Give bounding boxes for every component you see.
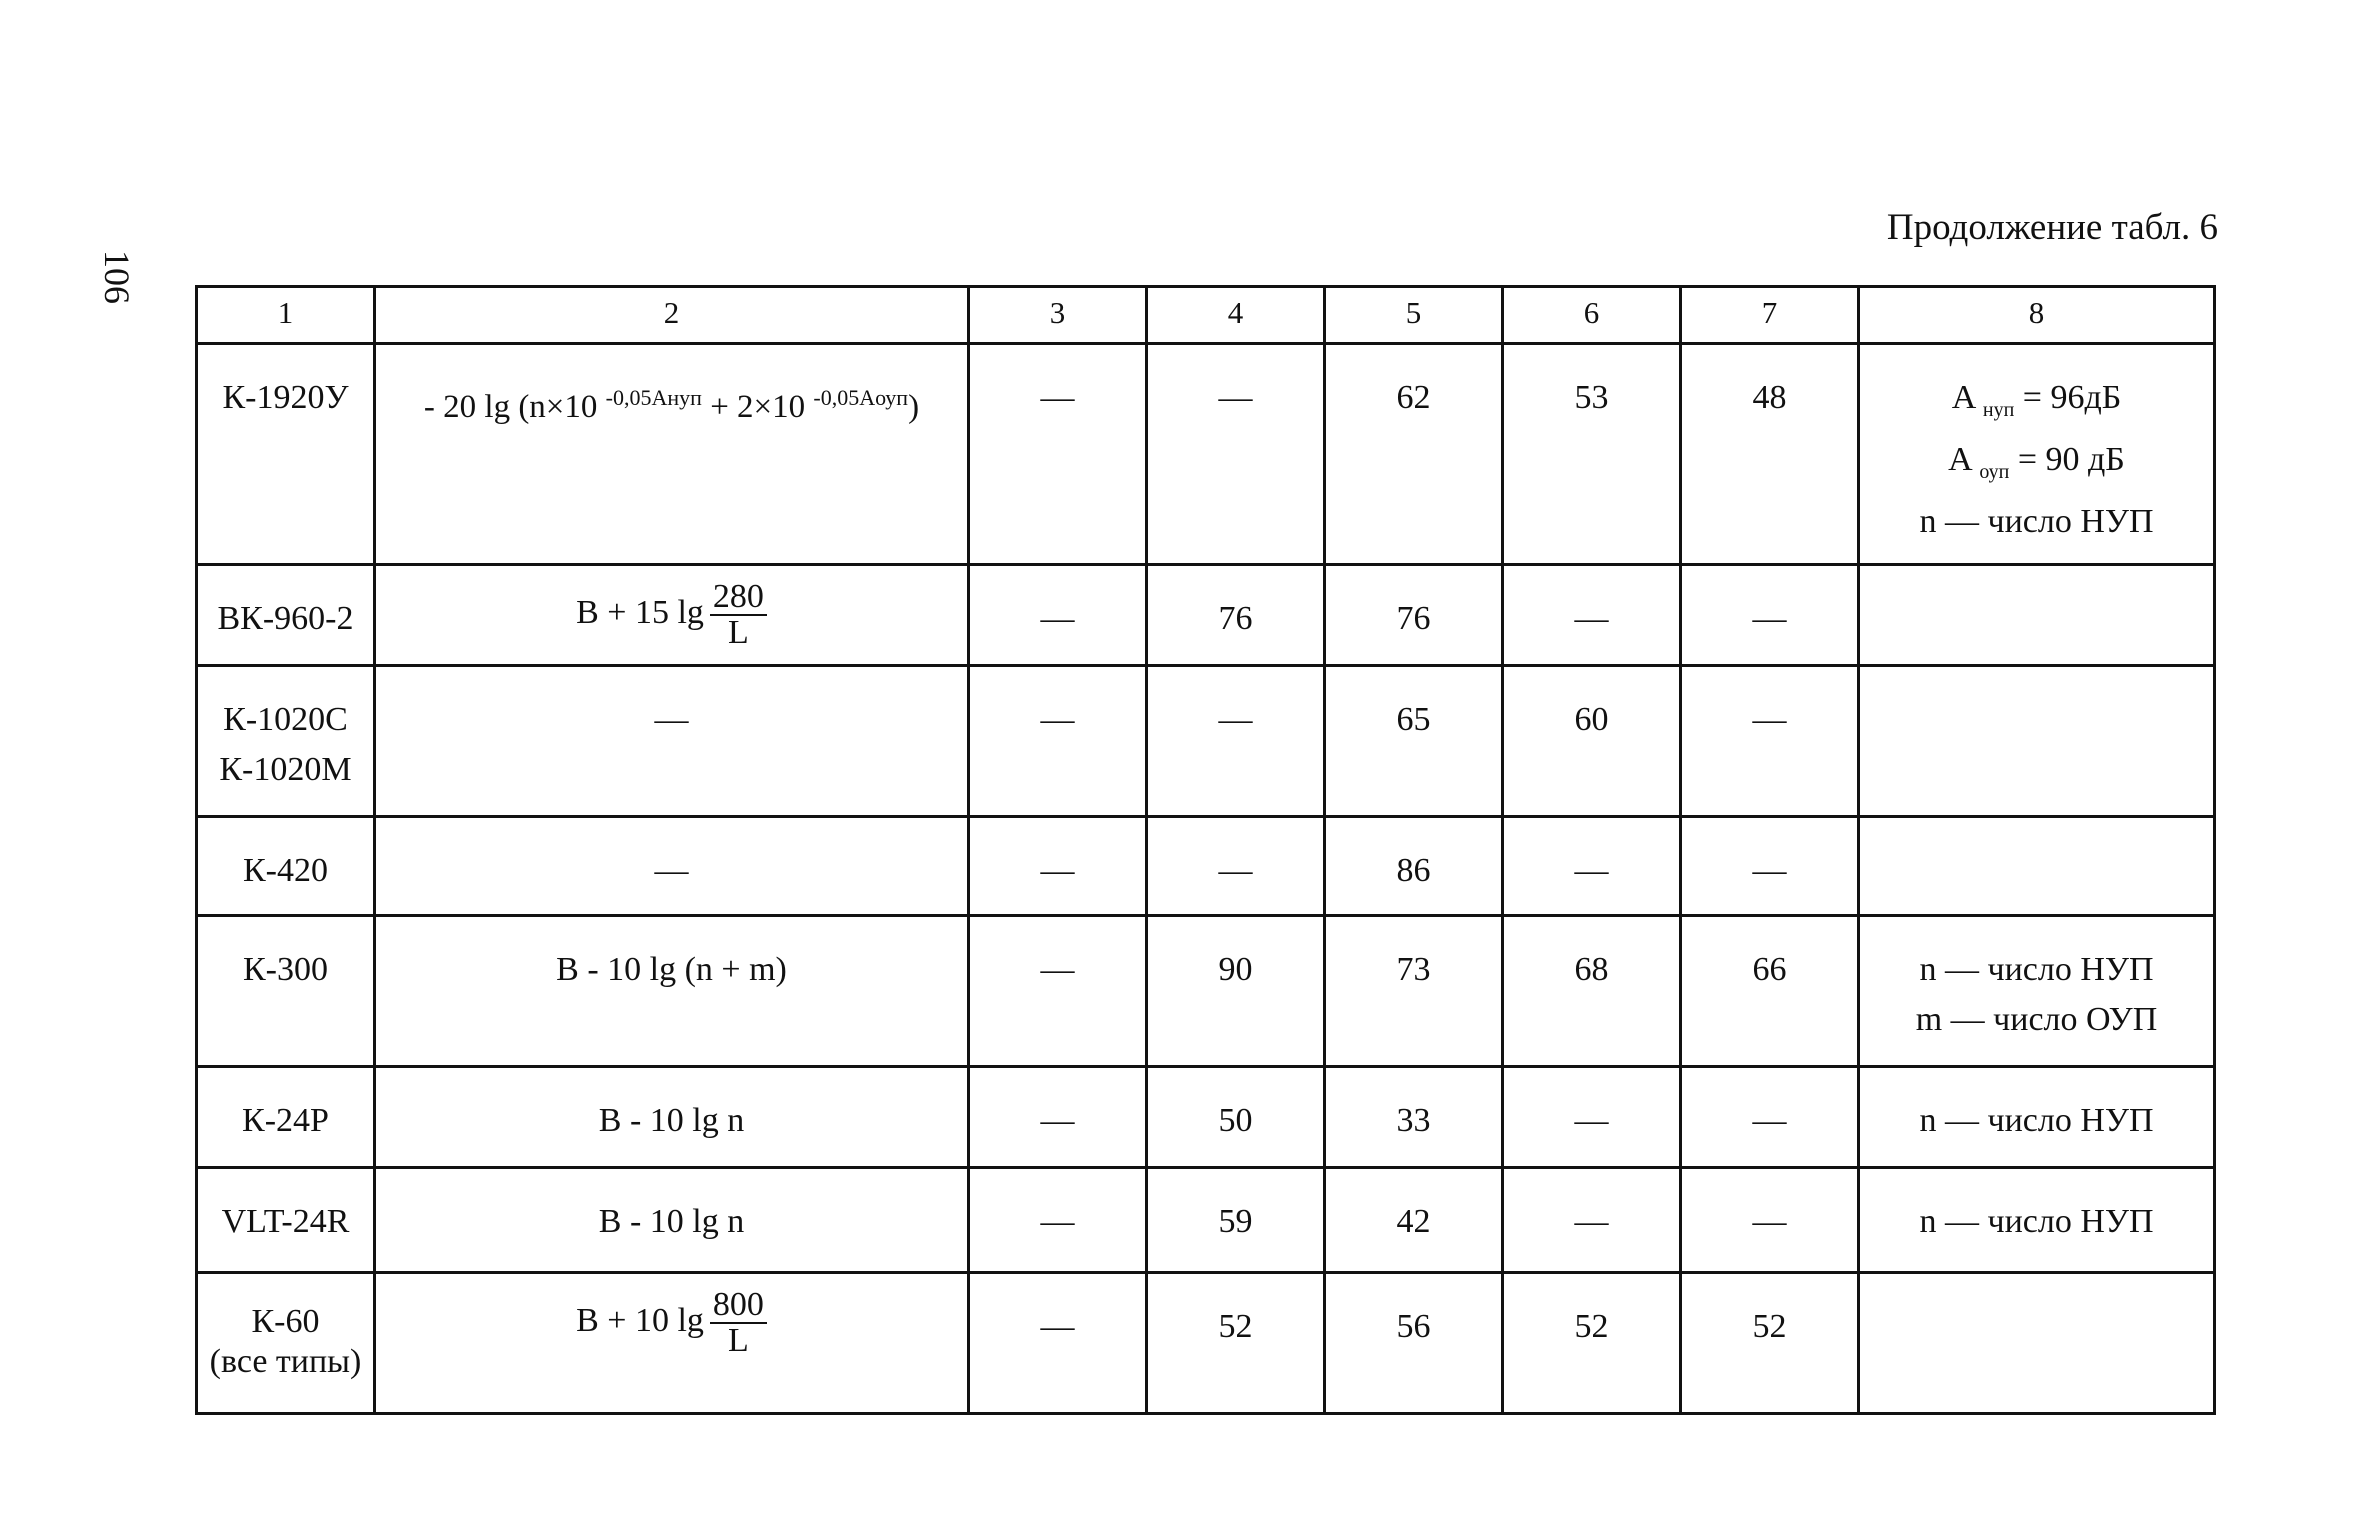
value-cell: — bbox=[1503, 817, 1681, 916]
system-cell: ВК-960-2 bbox=[197, 565, 375, 666]
formula-cell bbox=[375, 1273, 969, 1414]
note-text: A bbox=[1948, 440, 1971, 478]
value-cell: 42 bbox=[1325, 1168, 1503, 1273]
value-cell: — bbox=[969, 916, 1147, 1067]
value-cell: — bbox=[1503, 1067, 1681, 1168]
formula-text: ) bbox=[908, 389, 920, 425]
value-cell: 62 bbox=[1325, 344, 1503, 565]
system-line: К-1020М bbox=[219, 751, 352, 788]
note-cell bbox=[1859, 666, 2215, 817]
value-cell: 56 bbox=[1325, 1273, 1503, 1414]
formula-cell bbox=[375, 565, 969, 666]
system-cell: К-24Р bbox=[197, 1067, 375, 1168]
formula-exponent: -0,05Aнуп bbox=[605, 385, 702, 410]
table-row bbox=[197, 817, 2215, 916]
system-line: (все типы) bbox=[209, 1343, 362, 1380]
table-row bbox=[197, 344, 2215, 565]
system-cell: VLT-24R bbox=[197, 1168, 375, 1273]
note-cell bbox=[1859, 1273, 2215, 1414]
value-cell: — bbox=[1681, 817, 1859, 916]
fraction-denominator: L bbox=[728, 614, 749, 651]
page-number: 106 bbox=[97, 250, 137, 304]
system-cell: К-300 bbox=[197, 916, 375, 1067]
value-cell: 60 bbox=[1503, 666, 1681, 817]
value-cell: — bbox=[1681, 565, 1859, 666]
note-line bbox=[1860, 373, 2213, 435]
formula-text: + 2×10 bbox=[701, 389, 806, 425]
formula-cell: B - 10 lg n bbox=[375, 1067, 969, 1168]
header-cell: 7 bbox=[1681, 287, 1859, 344]
note-line: n — число НУП bbox=[1919, 951, 2154, 988]
fraction-numerator: 800 bbox=[710, 1288, 767, 1324]
value-cell: 76 bbox=[1147, 565, 1325, 666]
value-cell: — bbox=[969, 565, 1147, 666]
note-cell bbox=[1859, 817, 2215, 916]
value-cell: — bbox=[969, 1273, 1147, 1414]
note-cell bbox=[1859, 344, 2215, 565]
value-cell: — bbox=[969, 1168, 1147, 1273]
formula-text: B + 15 lg bbox=[576, 593, 704, 631]
note-line bbox=[1860, 435, 2213, 497]
note-text: = 96дБ bbox=[2022, 379, 2122, 416]
table-row bbox=[197, 1067, 2215, 1168]
value-cell: — bbox=[1681, 1067, 1859, 1168]
note-subscript: оуп bbox=[1979, 460, 2010, 483]
value-cell: 68 bbox=[1503, 916, 1681, 1067]
note-cell: n — число НУП bbox=[1859, 1168, 2215, 1273]
fraction-denominator: L bbox=[728, 1322, 749, 1359]
value-cell: 65 bbox=[1325, 666, 1503, 817]
note-text: = 90 дБ bbox=[2017, 440, 2125, 478]
header-cell: 6 bbox=[1503, 287, 1681, 344]
header-cell: 8 bbox=[1859, 287, 2215, 344]
value-cell: 52 bbox=[1503, 1273, 1681, 1414]
value-cell: — bbox=[1681, 1168, 1859, 1273]
formula-text: B + 10 lg bbox=[576, 1301, 704, 1339]
system-line: К-1020С bbox=[223, 701, 348, 738]
table-caption: Продолжение табл. 6 bbox=[1886, 207, 2218, 248]
value-cell: 86 bbox=[1325, 817, 1503, 916]
value-cell: — bbox=[1147, 666, 1325, 817]
header-cell: 2 bbox=[375, 287, 969, 344]
note-line: n — число НУП bbox=[1919, 502, 2154, 540]
note-line: m — число ОУП bbox=[1915, 1001, 2158, 1038]
table-row bbox=[197, 1168, 2215, 1273]
value-cell: 52 bbox=[1147, 1273, 1325, 1414]
value-cell: 48 bbox=[1681, 344, 1859, 565]
fraction-numerator: 280 bbox=[710, 580, 767, 616]
value-cell: — bbox=[969, 1067, 1147, 1168]
value-cell: — bbox=[969, 666, 1147, 817]
note-cell: n — число НУП bbox=[1859, 1067, 2215, 1168]
formula-cell bbox=[375, 344, 969, 565]
formula-fraction bbox=[710, 580, 767, 650]
header-cell: 4 bbox=[1147, 287, 1325, 344]
table-row bbox=[197, 565, 2215, 666]
value-cell: 33 bbox=[1325, 1067, 1503, 1168]
note-cell bbox=[1859, 565, 2215, 666]
system-cell bbox=[197, 1273, 375, 1414]
header-cell: 1 bbox=[197, 287, 375, 344]
formula-cell: — bbox=[375, 666, 969, 817]
note-subscript: нуп bbox=[1982, 398, 2015, 421]
system-line: К-60 bbox=[251, 1303, 320, 1340]
header-cell: 3 bbox=[969, 287, 1147, 344]
formula-cell: B - 10 lg n bbox=[375, 1168, 969, 1273]
formula-exponent: -0,05Aоуп bbox=[813, 385, 909, 410]
note-cell bbox=[1859, 916, 2215, 1067]
formula-cell: B - 10 lg (n + m) bbox=[375, 916, 969, 1067]
value-cell: — bbox=[1147, 344, 1325, 565]
value-cell: — bbox=[1681, 666, 1859, 817]
formula-fraction bbox=[710, 1288, 767, 1358]
value-cell: — bbox=[1147, 817, 1325, 916]
value-cell: — bbox=[1503, 565, 1681, 666]
note-text: A bbox=[1951, 379, 1975, 416]
value-cell: 52 bbox=[1681, 1273, 1859, 1414]
value-cell: 90 bbox=[1147, 916, 1325, 1067]
table-row bbox=[197, 916, 2215, 1067]
value-cell: 59 bbox=[1147, 1168, 1325, 1273]
value-cell: — bbox=[969, 344, 1147, 565]
system-cell: К-1920У bbox=[197, 344, 375, 565]
formula-cell: — bbox=[375, 817, 969, 916]
value-cell: — bbox=[1503, 1168, 1681, 1273]
table-row bbox=[197, 666, 2215, 817]
value-cell: 50 bbox=[1147, 1067, 1325, 1168]
system-cell: К-420 bbox=[197, 817, 375, 916]
value-cell: 53 bbox=[1503, 344, 1681, 565]
table-row bbox=[197, 1273, 2215, 1414]
value-cell: — bbox=[969, 817, 1147, 916]
formula-text: - 20 lg (n×10 bbox=[423, 389, 598, 425]
header-row bbox=[197, 287, 2215, 344]
data-table bbox=[195, 285, 2216, 1415]
header-cell: 5 bbox=[1325, 287, 1503, 344]
value-cell: 76 bbox=[1325, 565, 1503, 666]
value-cell: 73 bbox=[1325, 916, 1503, 1067]
value-cell: 66 bbox=[1681, 916, 1859, 1067]
system-cell bbox=[197, 666, 375, 817]
